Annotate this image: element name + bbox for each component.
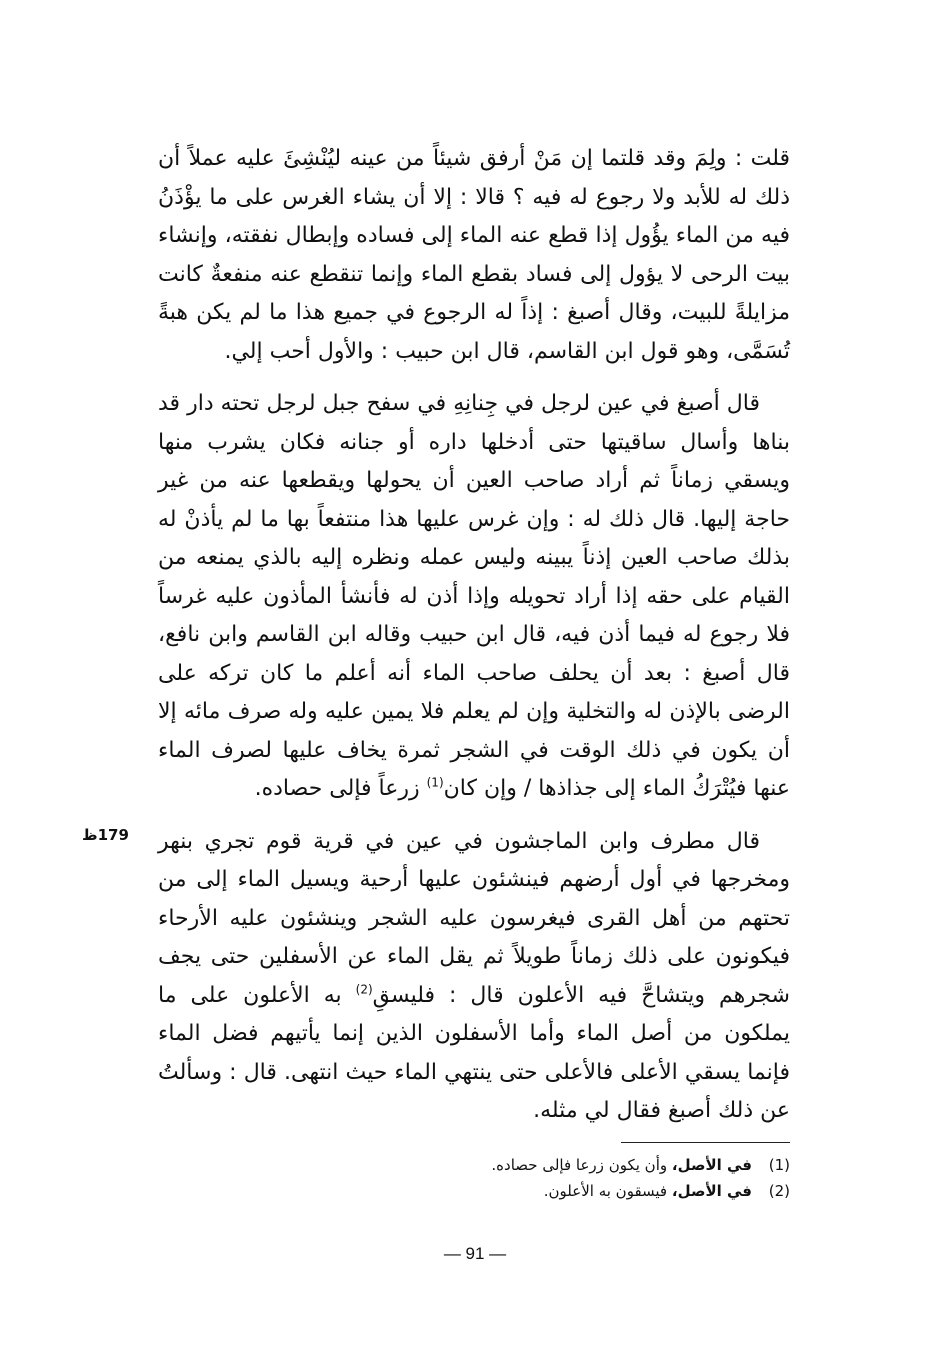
footnote-1-text: وأن يكون زرعا فإلى حصاده. [491, 1156, 672, 1174]
footnote-ref-1: (1) [426, 775, 444, 790]
footnote-2-label: في الأصل، [671, 1182, 752, 1200]
footnote-1-number: (1) [768, 1156, 790, 1174]
paragraph-1-text: قلت : ولِمَ وقد قلتما إن مَنْ أرفق شيئاً من عينه ليُنْشِئَ عليه عملاً أن ذلك له للأبد ولا رجوع له فيه ؟ قالا : إلا أن يشاء الغرس على ما يؤْذَنُ فيه من الماء يؤُول إذا قطع عنه الماء إلى فساده وإبطال نفقته، وإنشاء بيت الرحى لا يؤول إلى فساد بقطع الماء وإنما تنقطع عنه منفعةٌ كانت مزايلةً للبيت، وقال أصبغ : إذاً له الرجوع في جميع هذا ما لم يكن هبةً تُسَمَّى، وهو قول ابن القاسم، قال ابن حبيب : والأول أحب إلي. [158, 146, 790, 364]
footnote-1-label: في الأصل، [671, 1156, 752, 1174]
paragraph-2-last-line-end: زرعاً فإلى حصاده. [254, 776, 427, 801]
footnote-2 [300, 1178, 790, 1204]
paragraph-3 [158, 823, 790, 1131]
paragraph-2-last-line-start: جذاذها / وإن كان [443, 776, 598, 801]
paragraph-3-text: قال مطرف وابن الماجشون في عين في قرية قوم تجري بنهر ومخرجها في أول أرضهم فينشئون عليها أرحية ويسيل الماء إلى من تحتهم من أهل القرى فيغرسون عليه الشجر وينشئون عليه الأرحاء فيكونون على ذلك زماناً طويلاً ثم يقل الماء عن الأسفلين حتى يجف شجرهم ويتشاحَّ فيه الأعلون قال : فليسقِ [158, 828, 790, 1008]
footnote-2-text: فيسقون به الأعلون. [543, 1182, 672, 1200]
footnote-divider [621, 1142, 790, 1143]
paragraph-2 [158, 385, 790, 809]
paragraph-3-tail: به الأعلون على ما يملكون من أصل الماء وأما الأسفلون الذين إنما يأتيهم فضل الماء فإنما يسقي الأعلى فالأعلى حتى ينتهي الماء حيث انتهى. قال : وسألتُ عن ذلك أصبغ فقال لي مثله. [158, 982, 790, 1123]
paragraph-1 [158, 140, 790, 371]
footnote-2-number: (2) [768, 1182, 790, 1200]
paragraph-2-text: قال أصبغ في عين لرجل في جِنانِهِ في سفح جبل لرجل تحته دار قد بناها وأسال ساقيتها حتى أدخلها داره أو جنانه فكان يشرب منها ويسقي زماناً ثم أراد صاحب العين أن يحولها ويقطعها عنه من غير حاجة إليها. قال ذلك له : وإن غرس عليها هذا منتفعاً بها ما لم يأذنْ له بذلك صاحب العين إذناً يبينه وليس عمله ونظره إليه بالذي يمنعه من القيام على حقه إذا أراد تحويله وإذا أذن له فأنشأ المأذون عليه غرساً فلا رجوع له فيما أذن فيه، قال ابن حبيب وقاله ابن القاسم وابن نافع، قال أصبغ : بعد أن يحلف صاحب الماء أنه أعلم ما كان تركه على الرضى بالإذن له والتخلية وإن لم يعلم فلا يمين عليه وله صرف مائه إلا أن يكون في ذلك الوقت في الشجر ثمرة يخاف عليها لصرف الماء عنها فيُتْرَكُ الماء إلى [158, 391, 790, 801]
page-number: — 91 — [443, 1244, 507, 1263]
main-text [158, 140, 790, 1145]
footnote-ref-2: (2) [355, 982, 373, 997]
footnote-1 [300, 1152, 790, 1178]
footnotes [300, 1152, 790, 1204]
manuscript-folio-note: 179ظ [82, 826, 129, 844]
